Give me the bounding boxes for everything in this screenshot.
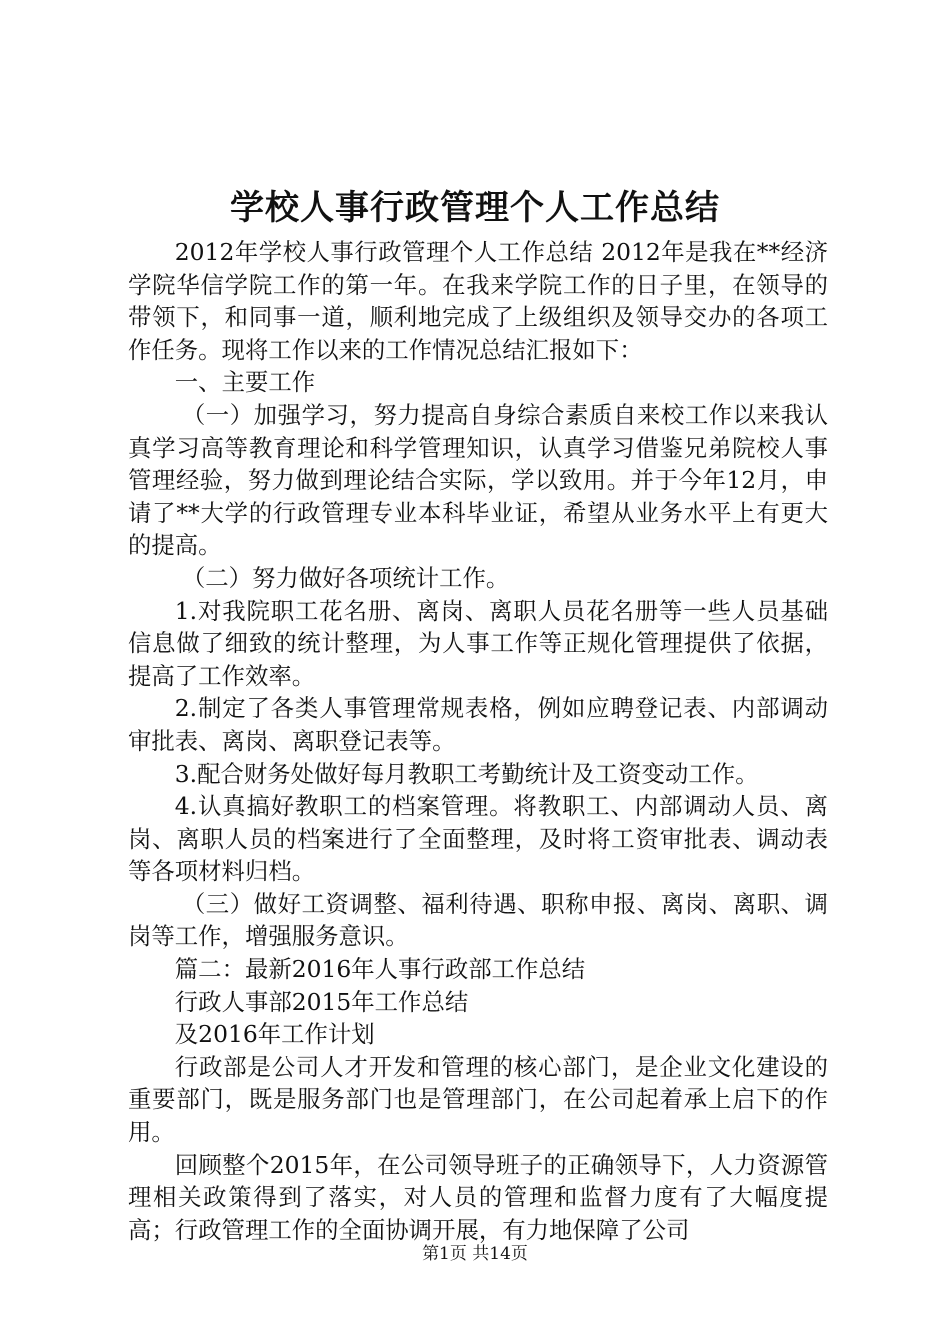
page-number-footer: 第1页 共14页: [422, 1244, 528, 1264]
subtitle-plan: 及2016年工作计划: [174, 1020, 375, 1049]
paragraph-intro: 2012年学校人事行政管理个人工作总结 2012年是我在**经济学院华信学院工作的第一年。在我来学院工作的日子里，在领导的带领下，和同事一道，顺利地完成了上级组织及领导交办的各项工作任务。现将工作以来的工作情况总结汇报如下：: [128, 238, 828, 364]
paragraph-statistics-heading: （二）努力做好各项统计工作。: [181, 563, 510, 592]
subtitle-summary: 行政人事部2015年工作总结: [174, 987, 469, 1016]
document-title: 学校人事行政管理个人工作总结: [230, 188, 720, 228]
list-item-2: 2.制定了各类人事管理常规表格，例如应聘登记表、内部调动审批表、离岗、离职登记表等。: [128, 694, 828, 755]
section-heading-part-two: 篇二：最新2016年人事行政部工作总结: [174, 955, 586, 984]
paragraph-salary: （三）做好工资调整、福利待遇、职称申报、离岗、离职、调岗等工作，增强服务意识。: [128, 889, 828, 951]
list-item-4: 4.认真搞好教职工的档案管理。将教职工、内部调动人员、离岗、离职人员的档案进行了全面整理，及时将工资审批表、调动表等各项材料归档。: [128, 792, 828, 886]
list-item-1: 1.对我院职工花名册、离岗、离职人员花名册等一些人员基础信息做了细致的统计整理，为人事工作等正规化管理提供了依据，提高了工作效率。: [128, 596, 828, 690]
document-body: [128, 236, 828, 1246]
section-heading-main-work: 一、主要工作: [174, 368, 316, 397]
paragraph-department-role: 行政部是公司人才开发和管理的核心部门，是企业文化建设的重要部门，既是服务部门也是管理部门，在公司起着承上启下的作用。: [128, 1052, 828, 1147]
paragraph-study: （一）加强学习，努力提高自身综合素质自来校工作以来我认真学习高等教育理论和科学管理知识，认真学习借鉴兄弟院校人事管理经验，努力做到理论结合实际，学以致用。并于今年12月，申请了**大学的行政管理专业本科毕业证，希望从业务水平上有更大的提高。: [128, 400, 828, 560]
paragraph-review: 回顾整个2015年，在公司领导班子的正确领导下，人力资源管理相关政策得到了落实，对人员的管理和监督力度有了大幅度提高；行政管理工作的全面协调开展，有力地保障了公司: [128, 1150, 828, 1244]
list-item-3: 3.配合财务处做好每月教职工考勤统计及工资变动工作。: [174, 759, 759, 788]
